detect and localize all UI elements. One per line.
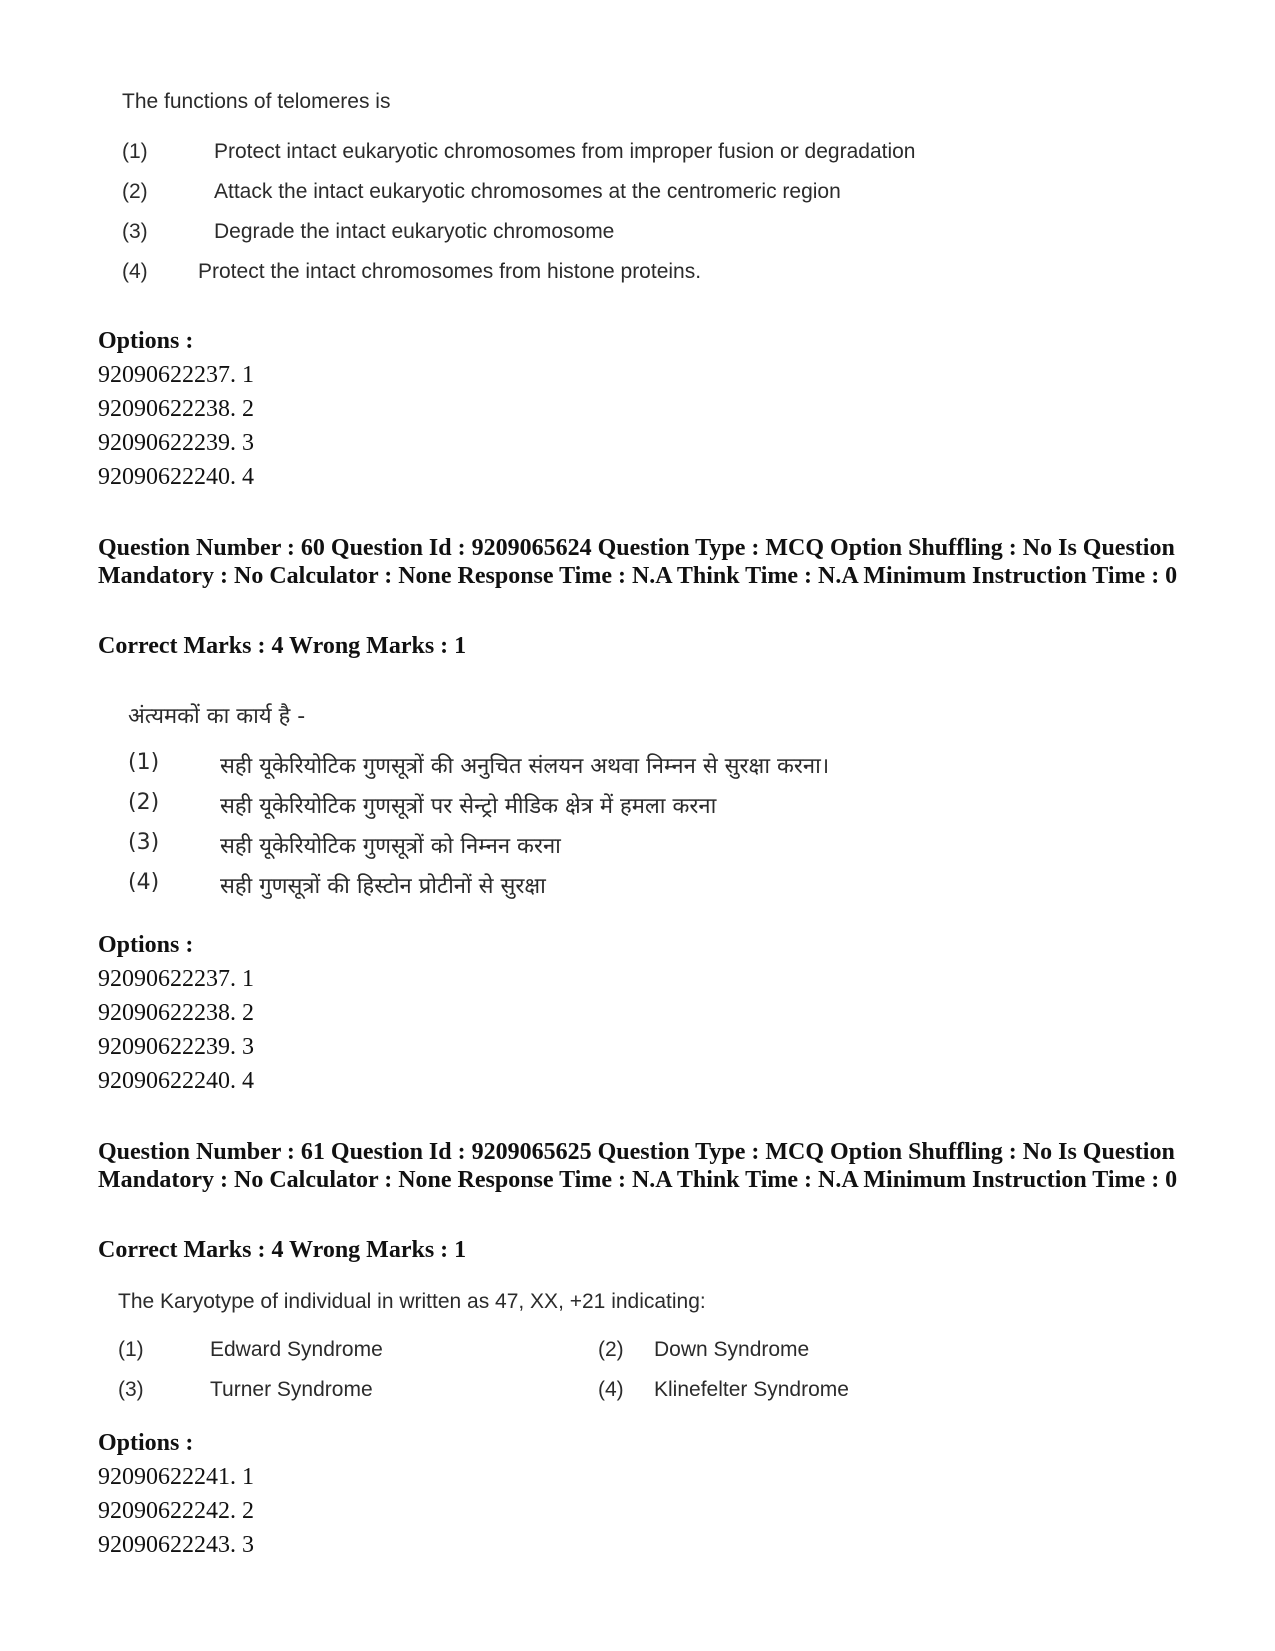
choice-number: (3) [118, 1378, 144, 1401]
choice-text: सही यूकेरियोटिक गुणसूत्रों को निम्नन करना [220, 834, 561, 859]
choice-text: Edward Syndrome [210, 1338, 383, 1361]
choice-text: Protect the intact chromosomes from histone proteins. [198, 260, 702, 283]
q59-options-label: Options : [98, 328, 194, 354]
q61-option-1: 92090622241. 1 [98, 1464, 254, 1490]
choice-number: (1) [122, 140, 148, 163]
choice-text: सही गुणसूत्रों की हिस्टोन प्रोटीनों से सुरक्षा [220, 874, 546, 899]
q59-option-3: 92090622239. 3 [98, 430, 254, 456]
q60-options-label: Options : [98, 932, 194, 958]
q61-marks: Correct Marks : 4 Wrong Marks : 1 [98, 1237, 467, 1263]
q59-option-2: 92090622238. 2 [98, 396, 254, 422]
q59-option-4: 92090622240. 4 [98, 464, 254, 490]
q60-marks: Correct Marks : 4 Wrong Marks : 1 [98, 633, 467, 659]
choice-text: सही यूकेरियोटिक गुणसूत्रों की अनुचित संलयन अथवा निम्नन से सुरक्षा करना। [220, 754, 830, 779]
q61-stem: The Karyotype of individual in written as 47, XX, +21 indicating: [118, 1290, 706, 1313]
choice-text: सही यूकेरियोटिक गुणसूत्रों पर सेन्ट्रो मीडिक क्षेत्र में हमला करना [220, 794, 717, 819]
q60-header: Question Number : 60 Question Id : 9209065624 Question Type : MCQ Option Shuffling : No Is Question Mandatory : No Calculator : None Response Time : N.A Think Time : N.A Minimum Instruction Time : 0 [98, 535, 1178, 589]
choice-number: (2) [598, 1338, 624, 1361]
q60-option-1: 92090622237. 1 [98, 966, 254, 992]
q60-option-3: 92090622239. 3 [98, 1034, 254, 1060]
choice-number: (3) [128, 830, 160, 855]
choice-text: Klinefelter Syndrome [654, 1378, 849, 1401]
q60-option-2: 92090622238. 2 [98, 1000, 254, 1026]
q60-option-4: 92090622240. 4 [98, 1068, 254, 1094]
choice-number: (1) [128, 750, 160, 775]
choice-number: (2) [128, 790, 160, 815]
choice-number: (2) [122, 180, 148, 203]
q61-options-label: Options : [98, 1430, 194, 1456]
choice-number: (4) [122, 260, 148, 283]
choice-number: (4) [598, 1378, 624, 1401]
choice-number: (3) [122, 220, 148, 243]
q60-stem: अंत्यमकों का कार्य है - [128, 704, 306, 729]
choice-text: Degrade the intact eukaryotic chromosome [214, 220, 615, 243]
choice-number: (4) [128, 870, 160, 895]
choice-text: Turner Syndrome [210, 1378, 373, 1401]
q61-header: Question Number : 61 Question Id : 9209065625 Question Type : MCQ Option Shuffling : No Is Question Mandatory : No Calculator : None Response Time : N.A Think Time : N.A Minimum Instruction Time : 0 [98, 1139, 1178, 1193]
choice-number: (1) [118, 1338, 144, 1361]
q59-option-1: 92090622237. 1 [98, 362, 254, 388]
choice-text: Protect intact eukaryotic chromosomes from improper fusion or degradation [214, 140, 916, 163]
q59-stem: The functions of telomeres is [122, 90, 391, 113]
choice-text: Down Syndrome [654, 1338, 810, 1361]
choice-text: Attack the intact eukaryotic chromosomes at the centromeric region [214, 180, 841, 203]
q61-option-3: 92090622243. 3 [98, 1532, 254, 1558]
q61-option-2: 92090622242. 2 [98, 1498, 254, 1524]
